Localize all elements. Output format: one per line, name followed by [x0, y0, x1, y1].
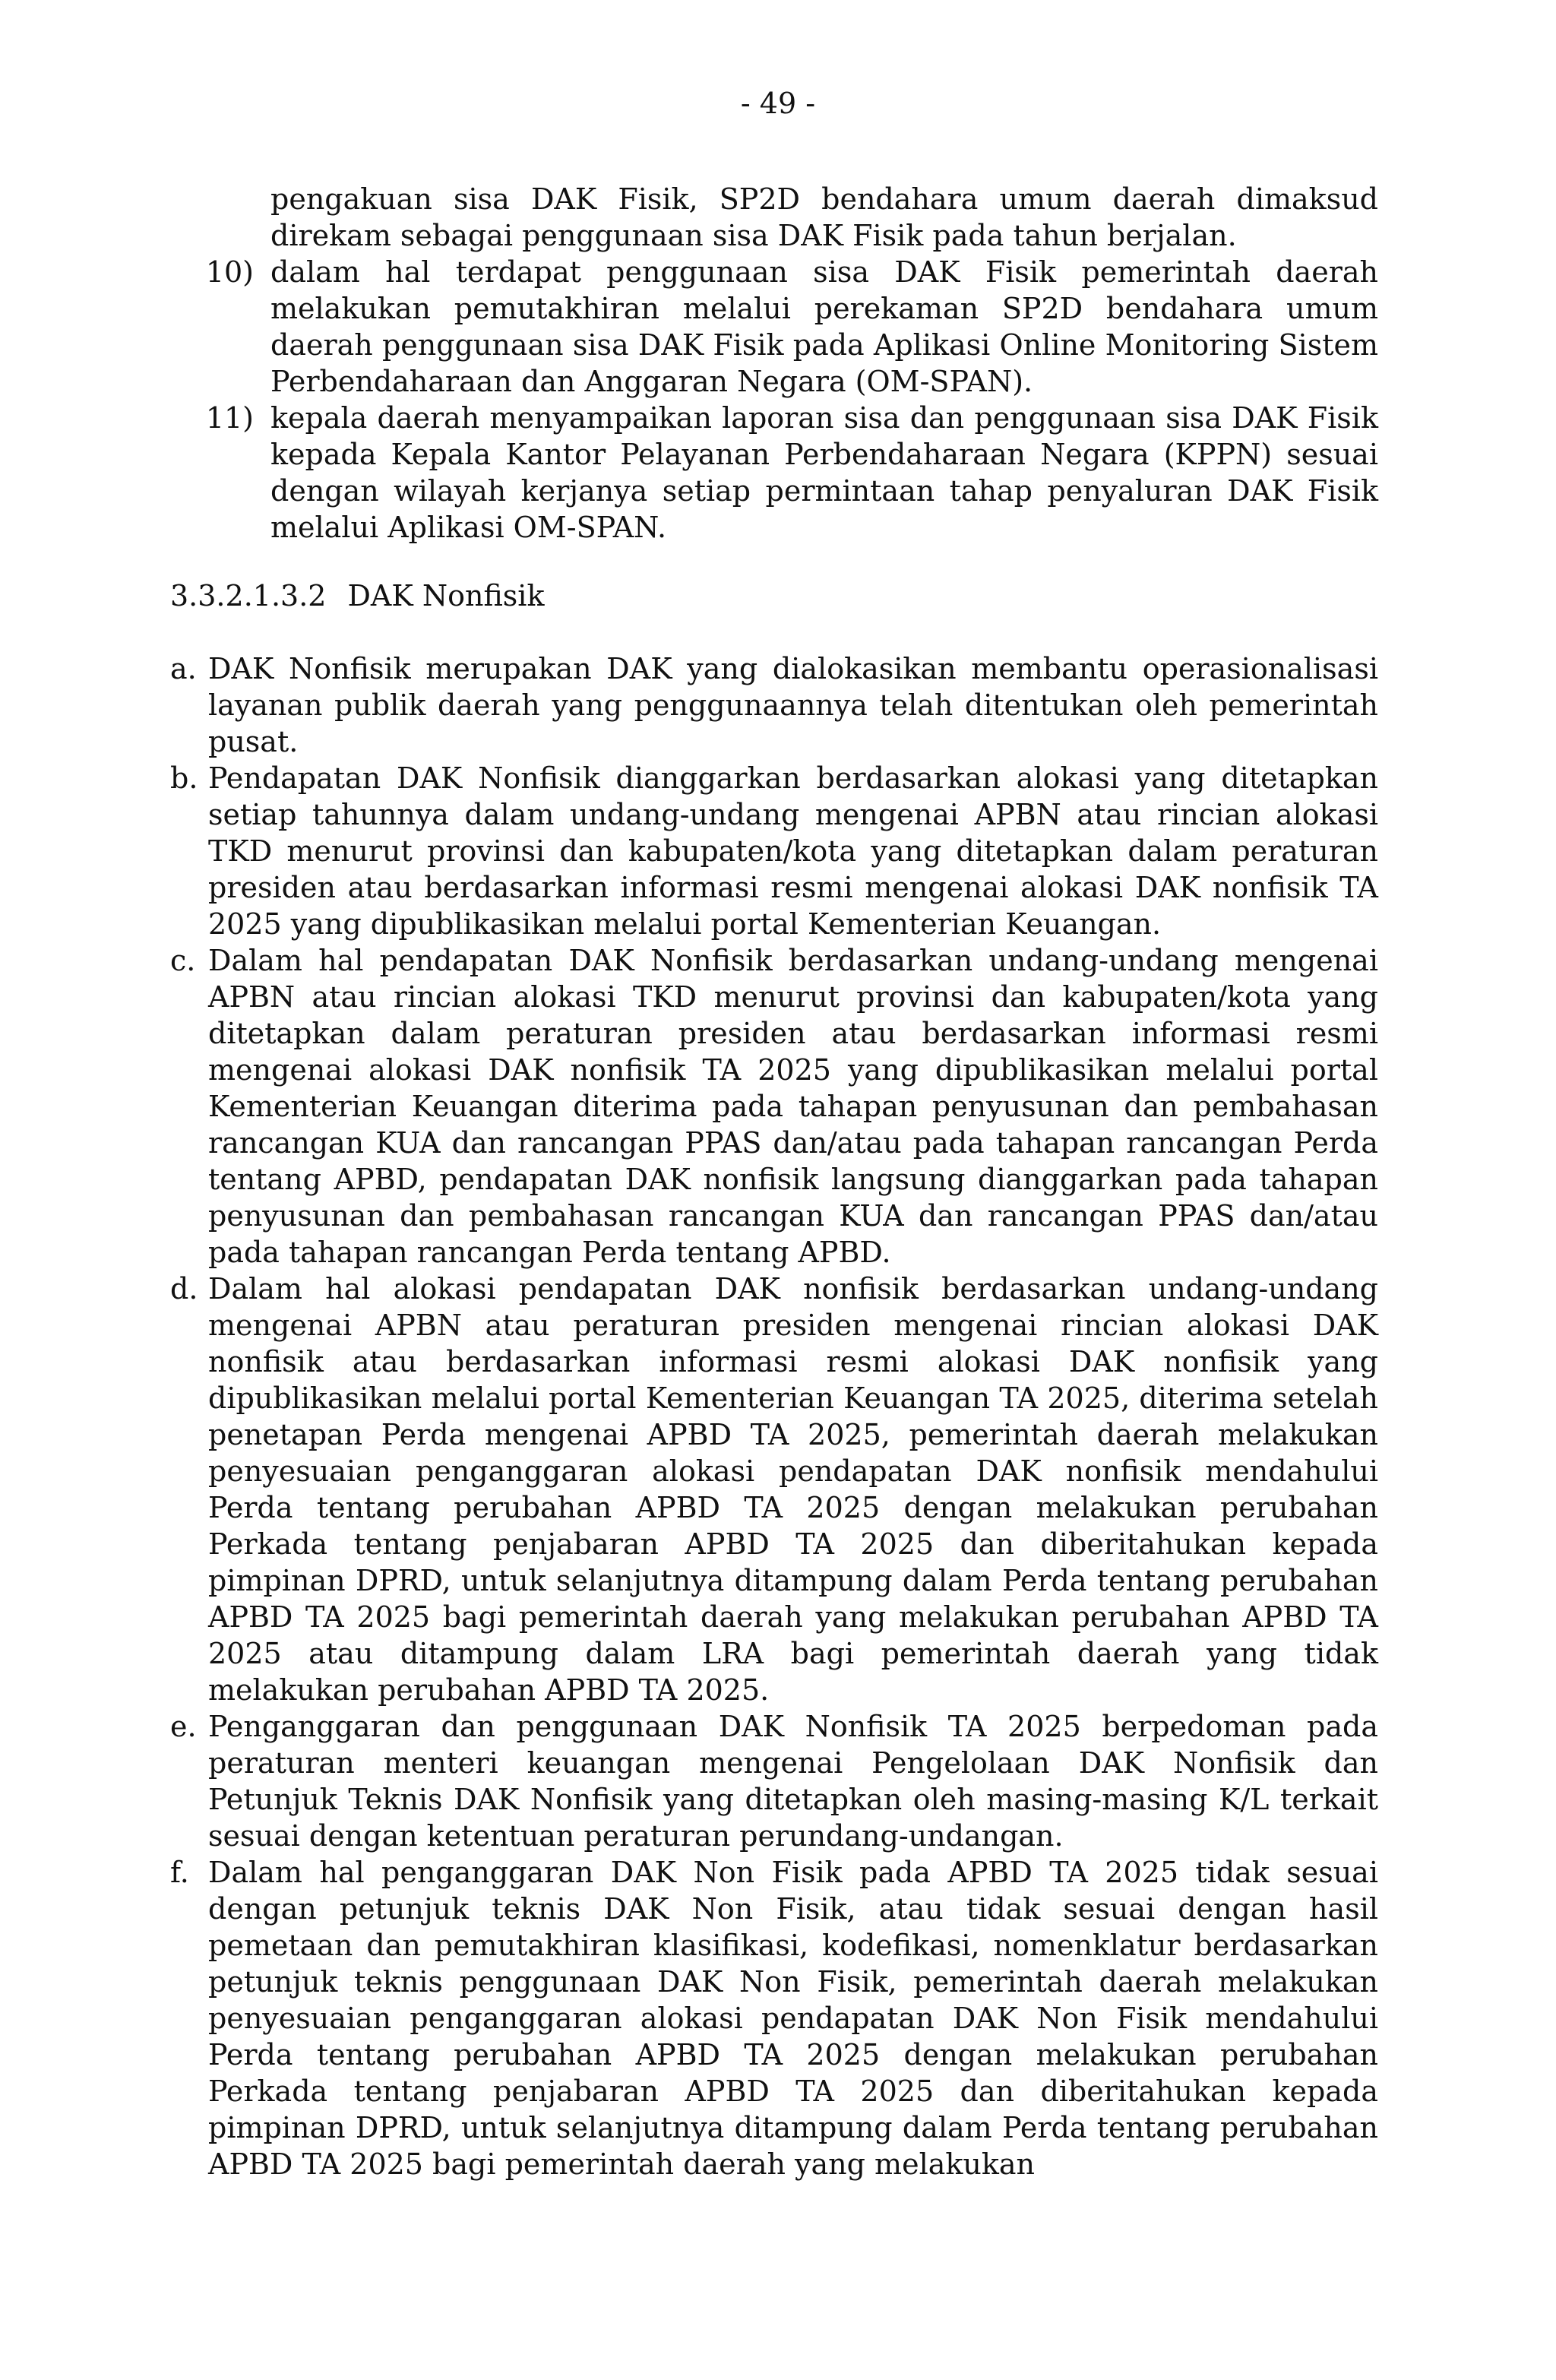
list-item	[170, 760, 1378, 942]
list-item-text: DAK Nonfisik merupakan DAK yang dialokasikan membantu operasionalisasi layanan publik daerah yang penggunaannya telah ditentukan oleh pemerintah pusat.	[208, 652, 1378, 758]
list-item	[170, 254, 1378, 400]
list-item-text: Penganggaran dan penggunaan DAK Nonfisik TA 2025 berpedoman pada peraturan menteri keuangan mengenai Pengelolaan DAK Nonfisik dan Petunjuk Teknis DAK Nonfisik yang ditetapkan oleh masing-masing K/L terkait sesuai dengan ketentuan peraturan perundang-undangan.	[208, 1710, 1378, 1853]
numbered-list	[170, 254, 1378, 546]
list-item-text: Pendapatan DAK Nonfisik dianggarkan berdasarkan alokasi yang ditetapkan setiap tahunnya dalam undang-undang mengenai APBN atau rincian alokasi TKD menurut provinsi dan kabupaten/kota yang ditetapkan dalam peraturan presiden atau berdasarkan informasi resmi mengenai alokasi DAK nonfisik TA 2025 yang dipublikasikan melalui portal Kementerian Keuangan.	[208, 761, 1378, 941]
list-item-marker: 10)	[205, 255, 254, 289]
list-item	[170, 650, 1378, 760]
lettered-list	[170, 650, 1378, 2182]
list-item	[170, 1271, 1378, 1708]
continuation-paragraph: pengakuan sisa DAK Fisik, SP2D bendahara umum daerah dimaksud direkam sebagai penggunaan sisa DAK Fisik pada tahun berjalan.	[270, 182, 1378, 252]
list-item	[170, 1708, 1378, 1854]
list-item-marker: d.	[170, 1272, 198, 1306]
section-heading	[170, 578, 1378, 614]
list-item	[170, 1854, 1378, 2182]
list-item-marker: b.	[170, 761, 198, 795]
section-number: 3.3.2.1.3.2	[170, 579, 327, 612]
list-item-text: dalam hal terdapat penggunaan sisa DAK Fisik pemerintah daerah melakukan pemutakhiran melalui perekaman SP2D bendahara umum daerah penggunaan sisa DAK Fisik pada Aplikasi Online Monitoring Sistem Perbendaharaan dan Anggaran Negara (OM-SPAN).	[270, 255, 1378, 398]
list-item	[170, 942, 1378, 1271]
list-item-text: Dalam hal alokasi pendapatan DAK nonfisik berdasarkan undang-undang mengenai APBN atau peraturan presiden mengenai rincian alokasi DAK nonfisik atau berdasarkan informasi resmi alokasi DAK nonfisik yang dipublikasikan melalui portal Kementerian Keuangan TA 2025, diterima setelah penetapan Perda mengenai APBD TA 2025, pemerintah daerah melakukan penyesuaian penganggaran alokasi pendapatan DAK nonfisik mendahului Perda tentang perubahan APBD TA 2025 dengan melakukan perubahan Perkada tentang penjabaran APBD TA 2025 dan diberitahukan kepada pimpinan DPRD, untuk selanjutnya ditampung dalam Perda tentang perubahan APBD TA 2025 bagi pemerintah daerah yang melakukan perubahan APBD TA 2025 atau ditampung dalam LRA bagi pemerintah daerah yang tidak melakukan perubahan APBD TA 2025.	[208, 1272, 1378, 1707]
list-item-marker: c.	[170, 944, 196, 977]
list-item-marker: e.	[170, 1710, 197, 1743]
section-title: DAK Nonfisik	[347, 579, 545, 612]
list-item	[170, 400, 1378, 546]
list-item-marker: a.	[170, 652, 197, 685]
list-item-text: kepala daerah menyampaikan laporan sisa dan penggunaan sisa DAK Fisik kepada Kepala Kantor Pelayanan Perbendaharaan Negara (KPPN) sesuai dengan wilayah kerjanya setiap permintaan tahap penyaluran DAK Fisik melalui Aplikasi OM-SPAN.	[270, 401, 1378, 544]
list-item-marker: f.	[170, 1856, 189, 1889]
list-item-text: Dalam hal pendapatan DAK Nonfisik berdasarkan undang-undang mengenai APBN atau rincian alokasi TKD menurut provinsi dan kabupaten/kota yang ditetapkan dalam peraturan presiden atau berdasarkan informasi resmi mengenai alokasi DAK nonfisik TA 2025 yang dipublikasikan melalui portal Kementerian Keuangan diterima pada tahapan penyusunan dan pembahasan rancangan KUA dan rancangan PPAS dan/atau pada tahapan rancangan Perda tentang APBD, pendapatan DAK nonfisik langsung dianggarkan pada tahapan penyusunan dan pembahasan rancangan KUA dan rancangan PPAS dan/atau pada tahapan rancangan Perda tentang APBD.	[208, 944, 1378, 1269]
section-heading-wrap	[170, 578, 1378, 614]
page-number: - 49 -	[740, 87, 816, 120]
list-item-text: Dalam hal penganggaran DAK Non Fisik pada APBD TA 2025 tidak sesuai dengan petunjuk teknis DAK Non Fisik, atau tidak sesuai dengan hasil pemetaan dan pemutakhiran klasifikasi, kodefikasi, nomenklatur berdasarkan petunjuk teknis penggunaan DAK Non Fisik, pemerintah daerah melakukan penyesuaian penganggaran alokasi pendapatan DAK Non Fisik mendahului Perda tentang perubahan APBD TA 2025 dengan melakukan perubahan Perkada tentang penjabaran APBD TA 2025 dan diberitahukan kepada pimpinan DPRD, untuk selanjutnya ditampung dalam Perda tentang perubahan APBD TA 2025 bagi pemerintah daerah yang melakukan	[208, 1856, 1378, 2181]
list-item-marker: 11)	[205, 401, 254, 435]
page-content	[170, 181, 1378, 546]
